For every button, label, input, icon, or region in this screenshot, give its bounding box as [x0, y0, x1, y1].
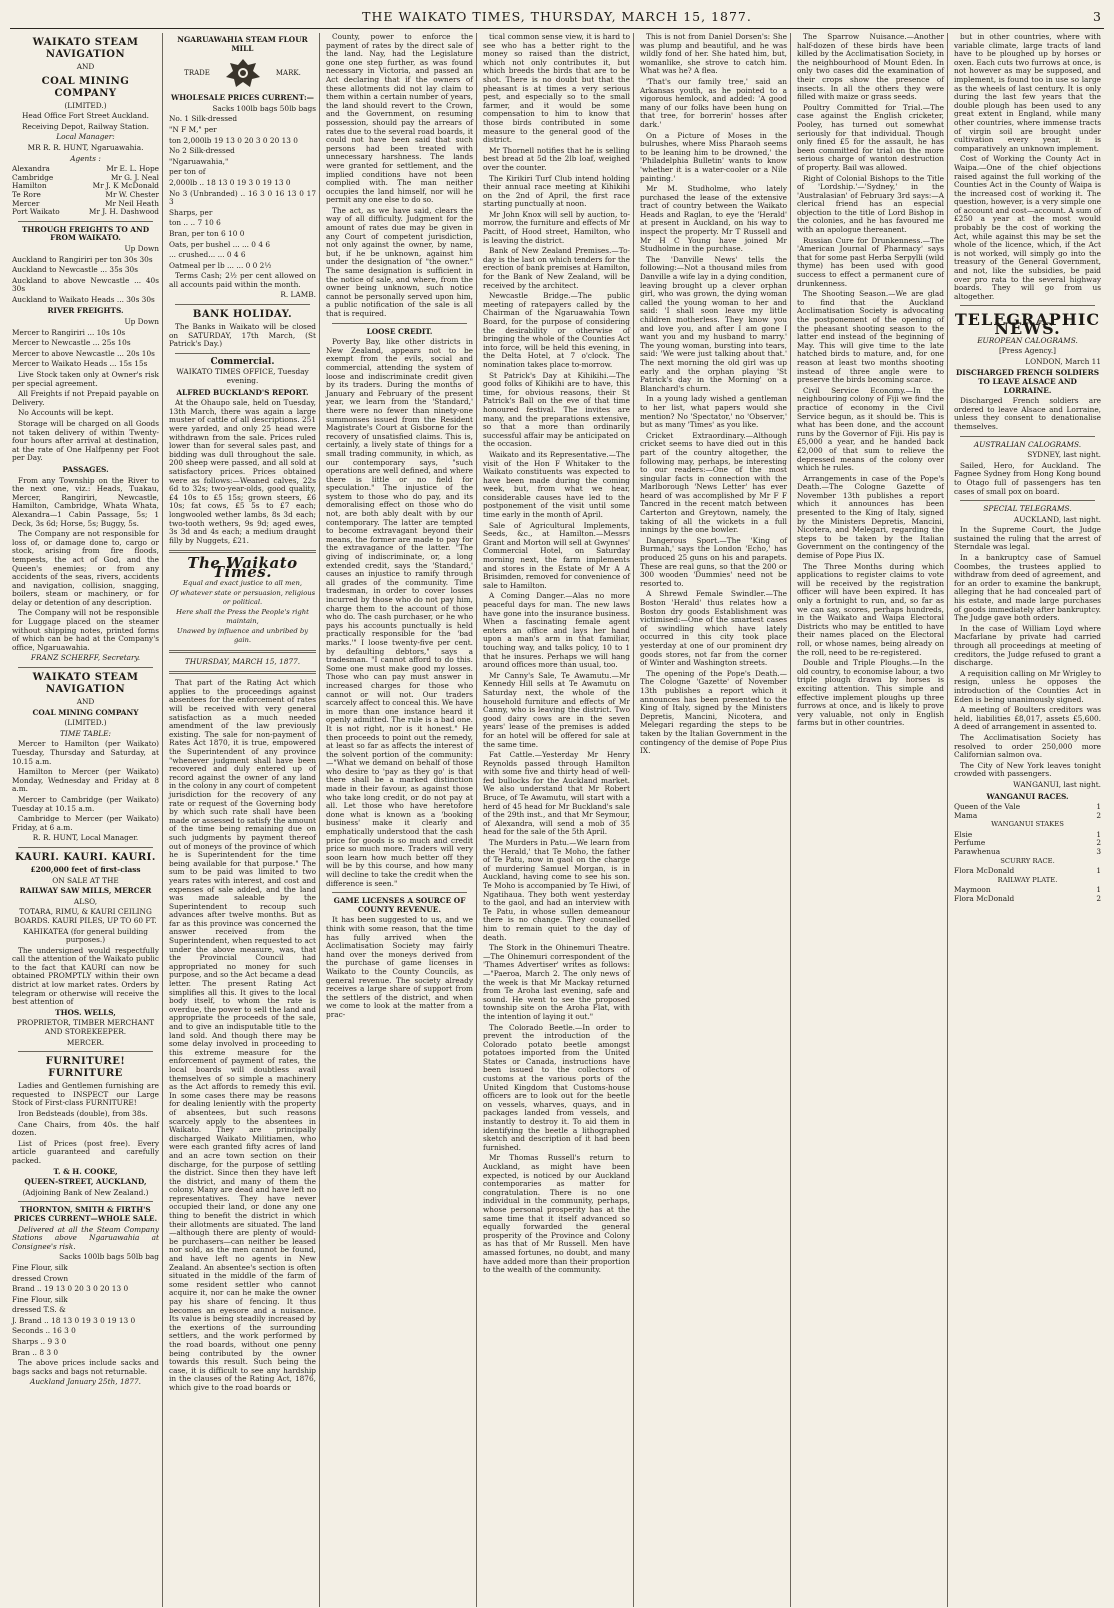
game-continued: tical common sense view, it is hard to see who has a better right to the money so raised than the district, which not only contributes it, but which breeds the birds that are to be shot. There is no doubt but that the pheasant is at times a very serious pest, and especially so to the small farmer, and it would be some compensation to him to know that those birds contributed in some measure to the general good of the district. — [483, 33, 630, 145]
wells-title: PROPRIETOR, TIMBER MERCHANT AND STOREKEEPER. — [16, 1018, 155, 1037]
ploughs-continued: but in other countries, where with variable climate, large tracts of land have to be ploughed up by horses or oxen. Each cuts two furrows at once, is not however as may be supposed, and implement, is found too in use so large as the wheels of last century. It is only during the last few years that the double plough has been used to any great extent in England, while many other countries, where immense tracts of virgin soil are brought under cultivation every year, it is comparatively an unknown implement. — [954, 33, 1101, 153]
co-and: AND — [76, 62, 95, 71]
news-item: The Three Months during which applications to register claims to vote will be received by the registration officer will have been expired. It has only a fortnight to run, and, so far as we can say, scores, perhaps hundreds, in the Waikato and Waipa Electoral Districts who may be entitled to have their names placed on the Electoral roll, or whose names, being already on the roll, need to be re-registered. — [797, 561, 944, 657]
column-5 — [638, 33, 791, 1607]
divider — [175, 304, 310, 305]
agent-row: Port Waikato Mr J. H. Dashwood — [12, 207, 159, 217]
auckland-text: A requisition calling on Mr Wrigley to resign, unless he opposes the introduction of the Counties Act in Eden is being unanimously signed. — [954, 668, 1101, 704]
masthead-rule — [10, 28, 1104, 29]
wholesale-heading: WHOLESALE PRICES CURRENT:— — [170, 93, 315, 103]
page-number: 3 — [1093, 9, 1102, 24]
report-text: At the Ohaupo sale, held on Tuesday, 13th March, there was again a large muster of cattle of all descriptions. 251 were yarded, and only 25 head were withdrawn from the sale. Prices ruled lower than for several sales past, and bidding was dull throughout the sale. 200 sheep were passed, and all sold at satisfactory prices. Prices obtained were as follows:—Weaned calves, 22s 6d to 32s; two-year-olds, good quality, £4 10s to £5 15s; grown steers, £6 10s; fat cows, £5 5s to £7 each; longwooled wether lambs, 8s 3d each; two-tooth wethers, 9s 9d; aged ewes, 3s 3d and 4s each; a medium draught filly by Nuggets, £21. — [169, 398, 316, 545]
cooke-sub: (Adjoining Bank of New Zealand.) — [22, 1187, 149, 1197]
news-item: 'That's our family tree,' said an Arkansas youth, as he pointed to a vigorous hemlock, and added: 'A good many of our folks have been hung on that tree, for borrerin' hosses after dark.' — [640, 76, 787, 129]
special-heading: SPECIAL TELEGRAMS. — [983, 504, 1072, 514]
masthead-title: THE WAIKATO TIMES, THURSDAY, MARCH 15, 1877. — [362, 9, 752, 24]
news-item: Bank of New Zealand Premises.—To-day is the last on which tenders for the erection of bank premises at Hamilton, for the Bank of New Zealand, will be received by the architect. — [483, 246, 630, 290]
motto-3: Here shall the Press the People's right maintain, — [176, 608, 309, 625]
lamb-signature: R. LAMB. — [280, 290, 316, 300]
divider — [169, 671, 316, 674]
manager-name: MR R. R. HUNT, Ngaruawahia. — [27, 142, 144, 152]
wholesale-terms: Terms Cash; 2½ per cent allowed on all accounts paid within the month. — [169, 271, 316, 289]
motto-2: Of whatever state or persuasion, religious or political. — [169, 589, 316, 606]
kauri-items: TOTARA, RIMU, & KAURI CEILING BOARDS. KAURI PILES, UP TO 60 FT. — [14, 907, 157, 925]
wholesale-row: No 3 (Unbranded) .. 16 3 0 16 13 0 17 3 — [169, 188, 316, 207]
issue-date: THURSDAY, MARCH 15, 1877. — [184, 656, 301, 666]
telegraphic-heading: TELEGRAPHIC NEWS. — [954, 310, 1101, 338]
motto-4: Unawed by influence and unbribed by gain. — [176, 627, 309, 645]
news-item: The Murders in Patu.—We learn from the 'Herald,' that Te Moho, the father of Te Patu, now in gaol on the charge of murdering Samuel Morgan, is in Auckland, having come to see his son. Te Moho is accompanied by Te Hiwi, of Ngatihaua. They both went yesterday to the gaol, and had an interview with Te Patu, in whose sullen demeanour there is no change. They counselled him to remain quiet to the day of death. — [483, 838, 630, 942]
game-licenses-text: It has been suggested to us, and we think with some reason, that the time has fully arrived when the Acclimatisation Society may fairly hand over the moneys derived from the purchase of game licenses in Waikato to the County Councils, as general revenue. The society already receives a large share of support from the settlers of the district, and when we come to look at the matter from a prac- — [326, 915, 473, 1019]
news-item: The Colorado Beetle.—In order to prevent the introduction of the Colorado potato beetle amongst potatoes imported from the United States or Canada, instructions have been issued to the collectors of customs at the various ports of the United Kingdom that Customs-house officers are to look out for the beetle on vessels, wharves, quays, and in packages landed from vessels, and instantly to destroy it. To aid them in identifying the beetle a lithographed sketch and description of it had been furnished. — [483, 1022, 630, 1152]
wholesale-row: ... crushed... ... 0 4 6 — [169, 250, 246, 260]
news-item: The opening of the Pope's Death.—The Cologne 'Gazette' of November 13th publishes a report which it announces has been presented to the King of Italy, signed by the Ministers Depretis, Mancini, Nicotera, and Melegari regarding the steps to be taken by the Italian Government in the contingency of the demise of Pope Pius IX. — [640, 668, 787, 756]
news-item: This is not from Daniel Dorsen's: She was plump and beautiful, and he was wildly fond of her. She hated him, but, womanlike, she strove to catch him. What was he? A flea. — [640, 33, 787, 76]
bank-heading: BANK HOLIDAY. — [192, 309, 293, 321]
furniture-text: Ladies and Gentlemen furnishing are requested to INSPECT our Large Stock of First-class FURNITURE! — [12, 1081, 159, 1108]
scurry-heading: SCURRY RACE. — [1000, 856, 1055, 865]
mill-heading: NGARUAWAHIA STEAM FLOUR MILL — [177, 35, 308, 53]
thornton-row: dressed T.S. & — [12, 1305, 66, 1315]
wholesale-row: per ton of — [169, 167, 206, 177]
commercial-heading: Commercial. — [210, 356, 275, 367]
thornton-row: J. Brand .. 18 13 0 19 3 0 19 13 0 — [12, 1315, 136, 1325]
race-result: Queen of the Vale 1 — [954, 802, 1101, 812]
kauri-mills: RAILWAY SAW MILLS, MERCER — [19, 886, 152, 896]
thornton-date: Auckland January 25th, 1877. — [30, 1377, 141, 1387]
divider — [18, 221, 153, 222]
european-heading: EUROPEAN CALOGRAMS. — [977, 335, 1078, 345]
column-3 — [324, 33, 477, 1607]
nameplate: The Waikato Times. — [187, 554, 298, 581]
divider — [960, 436, 1095, 437]
auckland-dateline: AUCKLAND, last night. — [1013, 514, 1101, 524]
timetable-row: Mercer to Cambridge (per Waikato) Tuesday at 10.15 a.m. — [12, 794, 159, 813]
press-agency: [Press Agency.] — [998, 346, 1057, 356]
furniture-item: Iron Bedsteads (double), from 38s. — [18, 1109, 148, 1118]
loose-credit-heading: LOOSE CREDIT. — [366, 326, 433, 336]
trade-mark — [169, 55, 316, 91]
news-item: Arrangements in case of the Pope's Death.—The Cologne Gazette of November 13th publishes a report which it announces has been presented to the King of Italy, signed by the Ministers Depretis, Mancini, Nicotera, and Melegari, regarding the steps to be taken by the Italian Government on the contingency of the demise of Pope Pius IX. — [797, 473, 944, 561]
timetable-row: Cambridge to Mercer (per Waikato) Friday, at 6 a.m. — [12, 814, 159, 832]
agent-row: Hamilton Mr J. K McDonald — [12, 181, 159, 191]
divider — [332, 323, 467, 324]
news-item: On a Picture of Moses in the bulrushes, where Miss Pharaoh seems to be leaning him to be drowned,' the 'Philadelphia Bulletin' wants to know 'whether it is a water-cooler or a Nile painting.' — [640, 130, 787, 183]
news-item: A Coming Danger.—Alas no more peaceful days for man. The new laws have gone into the insurance business. When a fascinating female agent enters an office and lays her hand upon a man's arm in that familiar, touching way, and talks policy, 10 to 1 that he insures. Perhaps we will hang around offices more than usual, too. — [483, 591, 630, 670]
hunt-signature: R. R. HUNT, Local Manager. — [32, 833, 139, 843]
race-result: Mama 2 — [954, 810, 1101, 820]
trade-label: TRADE — [184, 68, 210, 77]
kauri-heading: KAURI. KAURI. KAURI. — [15, 851, 156, 863]
passages-text: From any Township on the River to the next one, viz.: Heads, Tuakau, Mercer, Rangiriri, Newcastle, Hamilton, Cambridge, Whata Whata, Alexandra—1 Cabin Passage, 5s; 1 Deck, 3s 6d; Horse, 5s; Buggy, 5s. — [12, 475, 159, 528]
divider — [960, 500, 1095, 501]
river-row: Mercer to above Newcastle ... 20s 10s — [12, 348, 155, 358]
thornton-row: Fine Flour, silk — [12, 1262, 68, 1272]
auckland-text: In the Supreme Court, the Judge sustained the ruling that the arrest of Sterndale was legal. — [954, 525, 1101, 552]
columns — [10, 33, 1104, 1607]
secretary: FRANZ SCHERFF, Secretary. — [30, 653, 141, 663]
races-heading: WANGANUI RACES. — [986, 791, 1069, 801]
through-heading: THROUGH FREIGHTS TO AND FROM WAIKATO. — [21, 224, 150, 243]
local-manager-label: Local Manager: — [56, 132, 115, 142]
news-item: In a young lady wished a gentleman to her list, what papers would she mention? No 'Spectator,' no 'Observer,' but as many 'Times' as you like. — [640, 394, 787, 430]
through-cols: Up Down — [124, 243, 159, 253]
column-2 — [167, 33, 320, 1607]
cooke-name: T. & H. COOKE, — [53, 1166, 118, 1176]
river-note: Storage will be charged on all Goods not taken delivery of within Twenty-four hours after arrival at destination, at the rate of One Halfpenny per Foot per Day. — [12, 419, 159, 463]
wholesale-cols: Sacks 100lb bags 50lb bags — [212, 103, 316, 113]
river-row: Mercer to Waikato Heads ... 15s 15s — [12, 359, 148, 369]
divider — [18, 1201, 153, 1202]
column-4 — [481, 33, 634, 1607]
auckland-text: In a bankruptcy case of Samuel Coombes, the trustees applied to withdraw from deed of agreement, and for an order to examine the bankrupt, alleging that he had concealed part of his estate, and made large purchases of goods immediately after bankruptcy. The Judge gave both orders. — [954, 553, 1101, 623]
timetable-label: TIME TABLE: — [60, 728, 111, 738]
office-line: WAIKATO TIMES OFFICE, Tuesday evening. — [176, 367, 309, 386]
news-item: The Shooting Season.—We are glad to find that the Auckland Acclimatisation Society is advocating the postponement of the opening of the pheasant shooting season to the latter end instead of the beginning of May. This will give time to the late hatched birds to mature, and, for one reason at least two months shooting instead of three angle were to preserve the birds becoming scarce. — [797, 289, 944, 385]
auckland-text: The City of New York leaves tonight crowded with passengers. — [954, 760, 1101, 779]
australian-heading: AUSTRALIAN CALOGRAMS. — [973, 439, 1082, 449]
river-row: Mercer to Rangiriri ... 10s 10s — [12, 327, 126, 337]
news-item: The Kirikiri Turf Club intend holding their annual race meeting at Kihikihi on the 2nd of April, the first race starting punctually at noon. — [483, 173, 630, 209]
divider — [175, 353, 310, 354]
column-6 — [795, 33, 948, 1607]
divider — [169, 550, 316, 553]
head-office: Head Office Fort Street Auckland. — [21, 111, 149, 121]
agent-row: Mercer Mr Neil Heath — [12, 198, 159, 208]
agent-row: Te Rore Mr W. Chester — [12, 189, 159, 199]
divider — [169, 650, 316, 653]
passages-heading: PASSAGES. — [62, 464, 109, 474]
through-row: Auckland to above Newcastle ... 40s 30s — [12, 275, 159, 294]
co2-and: AND — [76, 697, 95, 707]
divider — [18, 1051, 153, 1052]
thornton-delivered: Delivered at all the Steam Company Stations above Ngaruawahia at Consignee's risk. — [12, 1224, 159, 1251]
news-item: Mr John Knox will sell by auction, to-morrow, the furniture and effects of Mr Pacitt, of Hood street, Hamilton, who is leaving the district. — [483, 209, 630, 245]
auckland-text: The Acclimatisation Society has resolved to order 250,000 more Californian salmon ova. — [954, 732, 1101, 760]
through-row: Auckland to Rangiriri per ton 30s 30s — [12, 254, 153, 264]
river-note: All Freights if not Prepaid payable on Delivery. — [12, 389, 159, 407]
stakes-heading: WANGANUI STAKES — [991, 820, 1064, 829]
thornton-row: Fine Flour, silk — [12, 1294, 68, 1304]
wholesale-row: ton 2,000lb 19 13 0 20 3 0 20 13 0 — [169, 135, 298, 145]
divider — [332, 892, 467, 893]
coat-of-arms-icon — [222, 55, 264, 91]
cooke-addr: QUEEN-STREET, AUCKLAND, — [24, 1177, 147, 1187]
news-item: Dangerous Sport.—The 'King of Burmah,' says the London 'Echo,' has produced 25 guns on his and parapets. These are real guns, so that the 200 or 300 wooden 'Dummies' need not be resorted to. — [640, 535, 787, 588]
auckland-text: A meeting of Boulters creditors was held, liabilities £8,017, assets £5,600. A deed of arrangement in assented to. — [954, 705, 1101, 732]
thornton-row: dressed Crown — [12, 1273, 69, 1283]
wells-name: THOS. WELLS, — [55, 1007, 116, 1017]
news-item: Cricket Extraordinary.—Although cricket seems to have died out in this part of the country altogether, the following may, perhaps, be interesting to our readers:—One of the most singular facts in connection with the Marlborough 'News Letter' has ever heard of was accomplished by Mr F F Tancred in the recent match between Carterton and Greytown, namely, the taking of all the wickets in a full innings by the one bowler. — [640, 430, 787, 535]
river-row: Mercer to Newcastle ... 25s 10s — [12, 338, 131, 348]
sydney-text: Sailed, Hero, for Auckland. The Fagnee Sydney from Hong Kong bound to Otago full of passengers has ten cases of small pox on board. — [954, 460, 1101, 496]
receiving: Receiving Depot, Railway Station. — [22, 121, 149, 131]
bank-text: The Banks in Waikato will be closed on SATURDAY, 17th March, (St Patrick's Day.) — [169, 322, 316, 349]
wells-place: MERCER. — [66, 1037, 105, 1047]
thornton-heading: THORNTON, SMITH & FIRTH'S PRICES CURRENT—WHOLE SALE. — [13, 1205, 158, 1223]
wholesale-row: Oats, per bushel ... ... 0 4 6 — [169, 239, 270, 249]
furniture-item: List of Prices (post free). Every article guaranteed and carefully packed. — [12, 1138, 159, 1165]
race-result: Perfume 2 — [954, 838, 1101, 848]
motto-1: Equal and exact justice to all men, — [182, 578, 303, 587]
race-result: Flora McDonald 1 — [954, 866, 1101, 876]
through-row: Auckland to Waikato Heads ... 30s 30s — [12, 294, 155, 304]
river-note: No Accounts will be kept. — [18, 408, 114, 418]
thornton-row: Bran .. 8 3 0 — [12, 1347, 59, 1357]
report-heading: ALFRED BUCKLAND'S REPORT. — [176, 387, 309, 397]
wholesale-row: ton .. .. 7 10 6 — [169, 218, 221, 228]
kauri-also: ALSO, — [73, 896, 98, 906]
railway-heading: RAILWAY PLATE. — [997, 875, 1058, 884]
mark-label: MARK. — [275, 68, 301, 77]
news-item: The Stork in the Ohinemuri Theatre.—The Ohinemuri correspondent of the 'Thames Advertiser' writes as follows:—"Paeroa, March 2. The only news of the week is that Mr Mackay returned from Te Aroha last evening, safe and sound. He went to see the proposed township site on the Aroha Flat, with the intention of laying it out." — [483, 943, 630, 1021]
news-item: Civil Service Economy.—In the neighbouring colony of Fiji we find the practice of economy in the Civil Service begun, as it should be. This is what has been done, and the account runs by the Governor of Fiji. His pay is £5,000 a year, and he handed back £2,000 of that sum to relieve the depressed means of the colony over which he rules. — [797, 385, 944, 473]
news-item: Mr Thornell notifies that he is selling best bread at 5d the 2lb loaf, weighed over the counter. — [483, 145, 630, 172]
london-dateline: LONDON, March 11 — [1025, 356, 1101, 366]
race-result: Flora McDonald 2 — [954, 894, 1101, 904]
co-mining: COAL MINING COMPANY — [41, 75, 130, 99]
news-item: A Shrewd Female Swindler.—The Boston 'Herald' thus relates how a Boston dry goods Establishment was victimised:—One of the smartest cases of swindling which have lately occurred in this city took place yesterday at one of our prominent dry goods stores, not far from the corner of Winter and Washington streets. — [640, 589, 787, 668]
wholesale-row: "N F M," per — [169, 124, 217, 134]
kauri-on-sale: ON SALE AT THE — [52, 875, 119, 885]
divider — [960, 305, 1095, 306]
game-licenses-heading: GAME LICENSES A SOURCE OF COUNTY REVENUE. — [333, 896, 466, 914]
river-note: Live Stock taken only at Owner's risk per special agreement. — [12, 370, 159, 388]
thornton-note: The above prices include sacks and bags sacks and bags not returnable. — [12, 1358, 159, 1376]
wholesale-row: Sharps, per — [169, 207, 213, 217]
loose-credit-text: Poverty Bay, like other districts in New Zealand, appears not to be exempt from the evils, social and commercial, attending the system of loose and indiscriminate credit given by its traders. During the months of January and February of the present year, we learn from the 'Standard,' there were no fewer than ninety-one summonses issued from the Resident Magistrate's Court at Gisborne for the recovery of unsatisfied claims. This is, certainly, a lively state of things for a small trading community, in which, as our contemporary says, "such operations are well defined, and where there is little or no field for speculation." The injustice of the system to those who do pay, and its demoralising effect on those who do not, are both ably dealt with by our contemporary. The latter are tempted to become extravagant beyond their means, the former are made to pay for the extravagance of the latter. "The giving of indiscriminate, or, a long extended credit, says the 'Standard,' causes an injustice to ramify through all grades of the community. Time tradesman, in order to cover losses incurred by those who do not pay him, charge them to the account of those who do. The cash purchaser, or he who pays his accounts punctually is held practically responsible for the 'bad marks.'" I loose twenty-five per cent. by defaulting debtors," says a tradesman. "I cannot afford to do this. Some one must make good my losses. Those who can pay must answer in increased charges for those who cannot or will not. Our traders scarcely affect to conceal this. We have in more than one instance heard it openly admitted. The rule is a bad one. It is not right, nor is it honest." He then proceeds to point out the remedy, at least so far as affects the interest of the solvent portion of the community:—"What we demand on behalf of those who desire to 'pay as they go' is that there shall be a marked distinction made in their favour, as against those who take long credit, or do not pay at all. Let those who have heretofore done what is known as a 'booking business' make it clearly and emphatically understood that the cash price for goods is so much and credit price so much more. Traders will very soon learn how much better off they will be by this course, and how many will decline to take the credit when the difference is seen." — [326, 337, 473, 888]
wells-text: The undersigned would respectfully call the attention of the Waikato public to the fact that KAURI can now be obtained PROMPTLY within their own district at low market rates. Orders by telegram or otherwise will receive the best attention of — [12, 945, 159, 1007]
news-item: Waikato and its Representative.—The visit of the Hon F Whitaker to the Waikato constituents was expected to have been made during the coming week, but, from what we hear, considerable causes have led to the postponement of the visit until some time early in the month of April. — [483, 449, 630, 520]
co-title: WAIKATO STEAM NAVIGATION — [32, 37, 139, 60]
news-item: The Sparrow Nuisance.—Another half-dozen of these birds have been killed by the Acclimatisation Society, in the neighbourhood of Mount Eden. In only two cases did the examination of their crops show the presence of insects. In all the others they were filled with maize or grass seeds. — [797, 33, 944, 102]
agents-list — [12, 165, 159, 217]
agent-row: Alexandra Mr E. L. Hope — [12, 164, 159, 174]
furniture-item: Cane Chairs, from 40s. the half dozen. — [12, 1119, 159, 1138]
news-item: Double and Triple Ploughs.—In the old country, to economise labour, a two triple plough drawn by horses is exciting attention. This simple and effective implement ploughs up three furrows at once, and is likely to prove very valuable, not only in English farms but in other countries. — [797, 658, 944, 728]
news-item: The 'Danville News' tells the following:—Not a thousand miles from Danville a wife lay in a dying condition, leaving brought up a clever orphan girl, who was grown, the dying woman called the young woman to her and said: 'I shall soon leave my little children motherless. They know you and love you, and after I am gone I want you and my husband to marry.' The young woman, bursting into tears, said: 'We were just talking about that.' The next morning the old girl was up early and the orphan playing 'St Patrick's day in the Morning' on a Blanchard's churn. — [640, 254, 788, 393]
wholesale-row: Oatmeal per lb ... ... 0 0 2½ — [169, 260, 272, 270]
co2-ltd: (LIMITED.) — [64, 718, 107, 728]
timetable-row: Hamilton to Mercer (per Waikato) Monday, Wednesday and Friday at 8 a.m. — [12, 767, 159, 794]
county-act-item: Cost of Working the County Act in Waipa.—One of the chief objections raised against the full working of the Counties Act in the County of Waipa is the increased cost of working it. The question, however, is a very simple one of account and cost—account. A sum of £250 a year at the most would probably be the cost of working the Act, while against this may be set the whole of the licence, which, if the Act is not worked, will simply go into the treasury of the General Government, and not, like the subsidies, be paid over pro rata to the several highway boards. They will go from us altogether. — [954, 154, 1101, 301]
co2-mining: COAL MINING COMPANY — [32, 707, 139, 717]
race-result: Maymoon 1 — [954, 885, 1101, 895]
river-cols: Up Down — [124, 317, 159, 327]
news-item: Right of Colonial Bishops to the Title of 'Lordship.'—'Sydney,' in the 'Australasian' of February 3rd says:—A clerical friend has an especial objection to the title of Lord Bishop in the colonies, and he has favoured me with an apologue thereanent. — [797, 173, 944, 235]
thornton-row: Seconds .. 16 3 0 — [12, 1326, 76, 1336]
column-7 — [952, 33, 1104, 1607]
thornton-cols: Sacks 100lb bags 50lb bag — [59, 1252, 159, 1262]
news-item: Poultry Committed for Trial.—The case against the English cricketer, Pooley, has turned out somewhat seriously for that individual. Though only fined £5 for the assault, he has been committed for trial on the more serious charge of wanton destruction of property. Bail was allowed. — [797, 102, 944, 172]
auckland-text: In the case of William Loyd where Macfarlane by private had carried through all proceedings at meeting of creditors, the Judge refused to grant a discharge. — [954, 623, 1101, 668]
discharged-text: Discharged French soldiers are ordered to leave Alsace and Lorraine, unless they consent to denationalise themselves. — [954, 396, 1101, 431]
race-result: Elsie 1 — [954, 829, 1101, 839]
news-item: Fat Cattle.—Yesterday Mr Henry Reynolds passed through Hamilton with some five and thirty head of well-fed bullocks for the Auckland market. We also understand that Mr Robert Bruce, of Te Awamutu, will start with a herd of 45 head for Mr Buckland's sale of the 29th inst., and that Mr Seymour, of Alexandra, will send a mob of 35 head for the sale of the 5th April. — [483, 750, 630, 837]
news-item: Sale of Agricultural Implements, Seeds, &c., at Hamilton.—Messrs Grant and Morton will sell at Gwynnes' Commercial Hotel, on Saturday morning next, the farm implements and stores in the Estate of Mr A A Brisimden, removed for convenience of sale to Hamilton. — [483, 520, 630, 590]
kahikatea: KAHIKATEA (for general building purposes.) — [23, 926, 148, 945]
news-item: Mr M. Studholme, who lately purchased the lease of the extensive tract of country between the Waikato Heads and Raglan, to eye the 'Herald' at present in Auckland, on his way to inspect the property. Mr T Russell and Mr H C Young have joined Mr Studholme in the purchase. — [640, 184, 787, 254]
masthead — [10, 8, 1104, 26]
leader-continued: County, power to enforce the payment of rates by the direct sale of the land. Nay, had the Legislature gone one step further, as was found necessary in Victoria, and passed an Act declaring that if the owners of these allotments did not lay claim to them within a certain number of years, the land should revert to the Crown, and the Government, on resuming possession, should pay the arrears of rates due to the several road boards, it could not have been said that such persons had been treated with unnecessary harshness. The lands were granted for settlement, and the implied conditions have not been complied with. The man neither occupies the land himself, nor will he permit any one else to do so. — [326, 33, 473, 205]
agent-row: Cambridge Mr G. J. Neal — [12, 172, 159, 182]
news-item: Newcastle Bridge.—The public meeting of ratepayers called by the Chairman of the Ngaruawahia Town Board, for the purpose of considering the desirability or otherwise of bringing the whole of the Counties Act into force, will be held this evening, in the Delta Hotel, at 7 o'clock. The nomination takes place to-morrow. — [483, 291, 630, 369]
thornton-row: Sharps .. 9 3 0 — [12, 1337, 67, 1347]
co-ltd: (LIMITED.) — [64, 100, 107, 110]
wholesale-row: No. 1 Silk-dressed — [169, 114, 238, 124]
kauri-sub: £200,000 feet of first-class — [30, 864, 141, 874]
timetable-row: Mercer to Hamilton (per Waikato) Tuesday, Thursday and Saturday, at 10.15 a.m. — [12, 739, 159, 766]
sydney-dateline: SYDNEY, last night. — [1027, 450, 1101, 460]
co2-title: WAIKATO STEAM NAVIGATION — [32, 672, 139, 696]
leader-continued-2: The act, as we have said, clears the way of all difficulty. Judgment for the amount of rates due may be given in any Court of competent jurisdiction, not only against the owner, by name, but, if he be unknown, against him under the designation of "the owner." The same designation is sufficient in the notice of sale, and where, from the owner being unknown, such notice cannot be personally served upon him, a public notification of the sale is all that is required. — [326, 205, 473, 318]
news-item: Russian Cure for Drunkenness.—The 'American Journal of Pharmacy' says that for some past Herba Serpylli (wild thyme) has been used with good success to effect a permanent cure of drunkenness. — [797, 235, 944, 288]
divider — [18, 847, 153, 848]
news-item: Mr Canny's Sale, Te Awamutu.—Mr Kennedy Hill sells at Te Awamutu on Saturday next, the whole of the household furniture and effects of Mr Canny, who is leaving the district. Two good dairy cows are in the seven years' lease of the premises is added for an hotel will be offered for sale at the same time. — [483, 670, 630, 749]
wholesale-row: "Ngaruawahia," — [169, 156, 229, 166]
divider — [18, 667, 153, 668]
wanganui-dateline: WANGANUI, last night. — [1013, 779, 1101, 789]
wholesale-row: No 2 Silk-dressed — [169, 146, 235, 156]
leader-text: That part of the Rating Act which applies to the proceedings against absentees for the enforcement of rates will be received with very general satisfaction as a much needed amendment of the law previously existing. The sale for non-payment of Rates Act 1870, it is true, empowered the Superintendent of any province "whenever judgment shall have been recovered and duly entered up of record against the owner of any land in the colony in any court of competent jurisdiction for the recovery of any rate or request of the Governing body by which such rate shall have been made or assessed to satisfy the amount of the time being remaining due on such judgments by payment thereof out of moneys of the province of which he is Superintendent for the time being available for that purpose." The sum to be paid was limited to two years rates with interest, and cost and expenses of sale added, and the land was made saleable by the Superintendent to recoup such advances after twelve months. But as far as this province was concerned the answer received from the Superintendent, when requested to act under the above measure, was, that the Provincial Council had appropriated no money for such purpose, and so the Act became a dead letter. The present Rating Act simplifies all this. It gives to the local body itself, to whom the rate is overdue, the power to sell the land and appropriate the proceeds of the sale, and to give an indisputable title to the land sold. And though there may be some delay involved in proceeding to this extreme measure for the enforcement of payment of rates, the local boards will doubtless avail themselves of so simple a machinery as the Act affords to remedy this evil. In some cases there may be reasons for dealing leniently with the property of absentees, but such reasons scarcely apply to the absentees in Waikato. They are principally discharged Waikato Militiamen, who were each granted fifty acres of land and an acre town section on their discharge, for the purpose of settling the district. Since then they have left the district, and many of them the colony. Many are dead and have left no representatives. They have never occupied their land, or done any one thing to benefit the district in which their allotments are situated. The land—although there are plenty of would-be purchasers—can neither be leased nor sold, as the men cannot be found, and have left no agents in New Zealand. An absentee's section is often situated in the middle of the farm of some resident settler who cannot acquire it, nor can he make the owner pay his share of fencing. It thus becomes an eyesore and a nuisance. Its value is being steadily increased by the exertions of the surrounding settlers, and the work performed by the road boards, without one penny being contributed by the owner towards this result. Such being the case, it is difficult to see any hardship in the clauses of the Rating Act, 1876, which give to the road boards or — [169, 678, 316, 1392]
discharged-heading: DISCHARGED FRENCH SOLDIERS TO LEAVE ALSACE AND LORRAINE. — [955, 368, 1100, 395]
thornton-row: Brand .. 19 13 0 20 3 0 20 13 0 — [12, 1284, 129, 1294]
column-1 — [10, 33, 163, 1607]
news-item: Mr Thomas Russell's return to Auckland, as might have been expected, is noticed by our Auckland contemporaries as matter for congratulation. There is no one individual in the community, perhaps, whose personal prosperity has at the same time that it itself advanced so equally forwarded the general prosperity of the Province and Colony as has that of Mr Russell. Men have amassed fortunes, no doubt, and many have added more than their proportion to the wealth of the community. — [483, 1153, 630, 1275]
wholesale-row: 2,000lb .. 18 13 0 19 3 0 19 13 0 — [169, 177, 291, 187]
river-heading: RIVER FREIGHTS. — [47, 306, 124, 316]
race-result: Parawhenua 3 — [954, 847, 1101, 857]
liability-text-2: The Company will not be responsible for Luggage placed on the steamer without shipping notes, printed forms of which can be had at the Company's office, Ngaruawahia. — [12, 608, 159, 652]
news-item: St Patrick's Day at Kihikihi.—The good folks of Kihikihi are to have, this time, for obvious reasons, their St Patrick's Ball on the eve of that time honoured festival. The invites are many, and the preparations extensive, so that a more than ordinarily successful affair may be anticipated on the occasion. — [483, 370, 630, 449]
agents-label: Agents : — [70, 153, 101, 163]
furniture-heading: FURNITURE! FURNITURE — [45, 1056, 126, 1080]
liability-text: The Company are not responsible for loss of, or damage done to, cargo or stock, arising from fire floods, tempests, the act of God, and the Queen's enemies; or from any accidents of the seas, rivers, accidents and navigation, collision, snagging, boilers, steam or machinery, or for delay or detention of any description. — [12, 529, 159, 607]
wholesale-row: Bran, per ton 6 10 0 — [169, 228, 245, 238]
through-row: Auckland to Newcastle ... 35s 30s — [12, 265, 138, 275]
